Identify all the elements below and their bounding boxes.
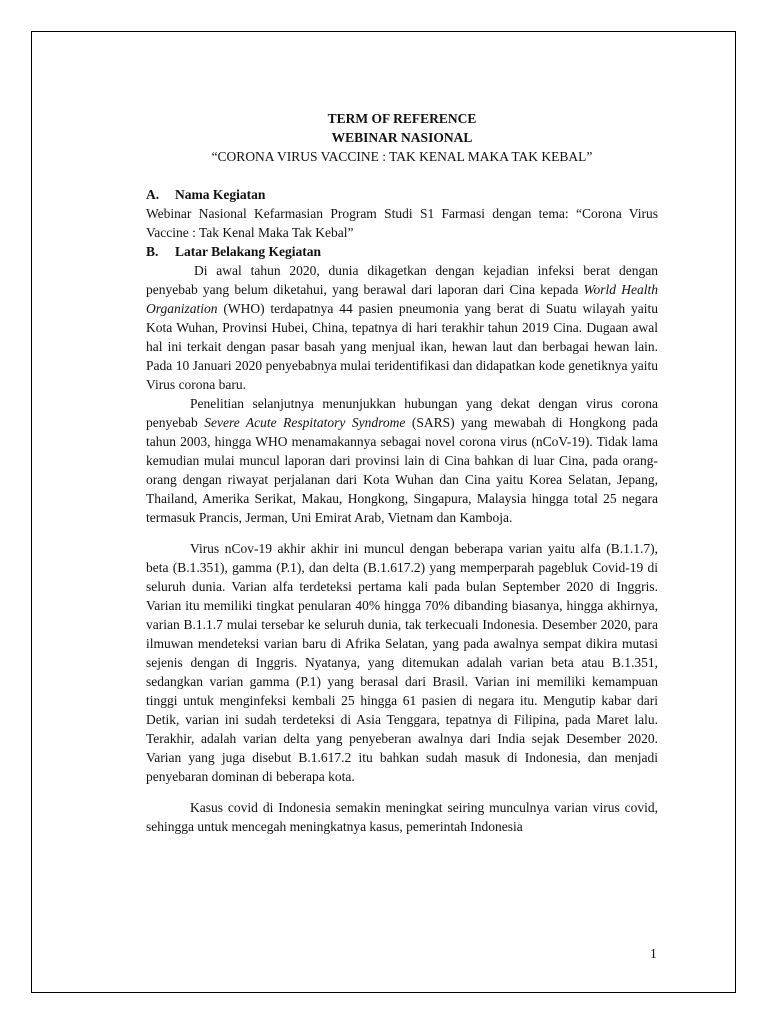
paragraph-1-italic: World Health Organization xyxy=(146,282,658,316)
spacer xyxy=(146,166,658,185)
section-a-body: Webinar Nasional Kefarmasian Program Studi S1 Farmasi dengan tema: “Corona Virus Vaccine : Tak Kenal Maka Tak Kebal” xyxy=(146,206,658,240)
paragraph-gap xyxy=(146,527,658,539)
paragraph-1-text-b: (WHO) terdapatnya 44 pasien pneumonia yang berat di Suatu wilayah yaitu Kota Wuhan, Provinsi Hubei, China, tepatnya di hari terakhir tahun 2019 Cina. Dugaan awal hal ini terkait dengan pasar basah yang menjual ikan, hewan laut dan berbagai hewan lain. Pada 10 Januari 2020 penyebabnya mulai teridentifikasi dan didapatkan kode genetiknya yaitu Virus corona baru. xyxy=(146,301,658,392)
section-a-letter: A. xyxy=(146,187,160,202)
paragraph-2 xyxy=(146,394,658,527)
section-b-heading xyxy=(146,242,658,261)
paragraph-2-text-a: Penelitian selanjutnya menunjukkan hubungan yang dekat dengan virus corona penyebab xyxy=(146,396,658,430)
document-title: TERM OF REFERENCE xyxy=(327,111,477,126)
document-body xyxy=(146,109,658,836)
document-subtitle: WEBINAR NASIONAL xyxy=(331,130,473,145)
paragraph-1-text-a: Di awal tahun 2020, dunia dikagetkan dengan kejadian infeksi berat dengan penyebab yang belum diketahui, yang berawal dari laporan dari Cina kepada xyxy=(146,263,658,297)
section-b-title: Latar Belakang Kegiatan xyxy=(175,244,322,259)
section-b-letter: B. xyxy=(146,244,159,259)
section-a-heading xyxy=(146,185,658,204)
paragraph-1 xyxy=(146,261,658,394)
section-a-title: Nama Kegiatan xyxy=(175,187,266,202)
paragraph-4: Kasus covid di Indonesia semakin meningkat seiring munculnya varian virus covid, sehingga untuk mencegah meningkatnya kasus, pemerintah Indonesia xyxy=(146,800,658,834)
paragraph-gap xyxy=(146,786,658,798)
document-theme: “CORONA VIRUS VACCINE : TAK KENAL MAKA TAK KEBAL” xyxy=(211,149,593,164)
paragraph-2-italic: Severe Acute Respitatory Syndrome xyxy=(204,415,406,430)
paragraph-3: Virus nCov-19 akhir akhir ini muncul dengan beberapa varian yaitu alfa (B.1.1.7), beta (B.1.351), gamma (P.1), dan delta (B.1.617.2) yang memperparah pagebluk Covid-19 di seluruh dunia. Varian alfa terdeteksi pertama kali pada bulan September 2020 di Inggris. Varian itu memiliki tingkat penularan 40% hingga 70% dibanding biasanya, hingga akhirnya, varian B.1.1.7 mulai tersebar ke seluruh dunia, tak terkecuali Indonesia. Desember 2020, para ilmuwan mendeteksi varian baru di Afrika Selatan, yang pada awalnya sempat dikira mutasi sejenis dengan di Inggris. Nyatanya, yang ditemukan adalah varian beta atau B.1.351, sedangkan varian gamma (P.1) yang berasal dari Brasil. Varian ini memiliki kemampuan tinggi untuk menginfeksi kembali 25 hingga 61 pasien di negara itu. Mengutip kabar dari Detik, varian ini sudah terdeteksi di Asia Tenggara, tepatnya di Filipina, pada Maret lalu. Terakhir, adalah varian delta yang penyeberan awalnya dari India sejak Desember 2020. Varian yang juga disebut B.1.617.2 itu bahkan sudah masuk di Indonesia, dan menjadi penyebaran dominan di beberapa kota. xyxy=(146,541,658,784)
paragraph-2-text-b: (SARS) yang mewabah di Hongkong pada tahun 2003, hingga WHO menamakannya sebagai novel corona virus (nCoV-19). Tidak lama kemudian mulai muncul laporan dari provinsi lain di Cina bahkan di luar Cina, pada orang-orang dengan riwayat perjalanan dari Kota Wuhan dan Cina yaitu Korea Selatan, Jepang, Thailand, Amerika Serikat, Makau, Hongkong, Singapura, Malaysia hingga total 25 negara termasuk Prancis, Jerman, Uni Emirat Arab, Vietnam dan Kamboja. xyxy=(146,415,659,525)
page-number: 1 xyxy=(650,946,657,961)
